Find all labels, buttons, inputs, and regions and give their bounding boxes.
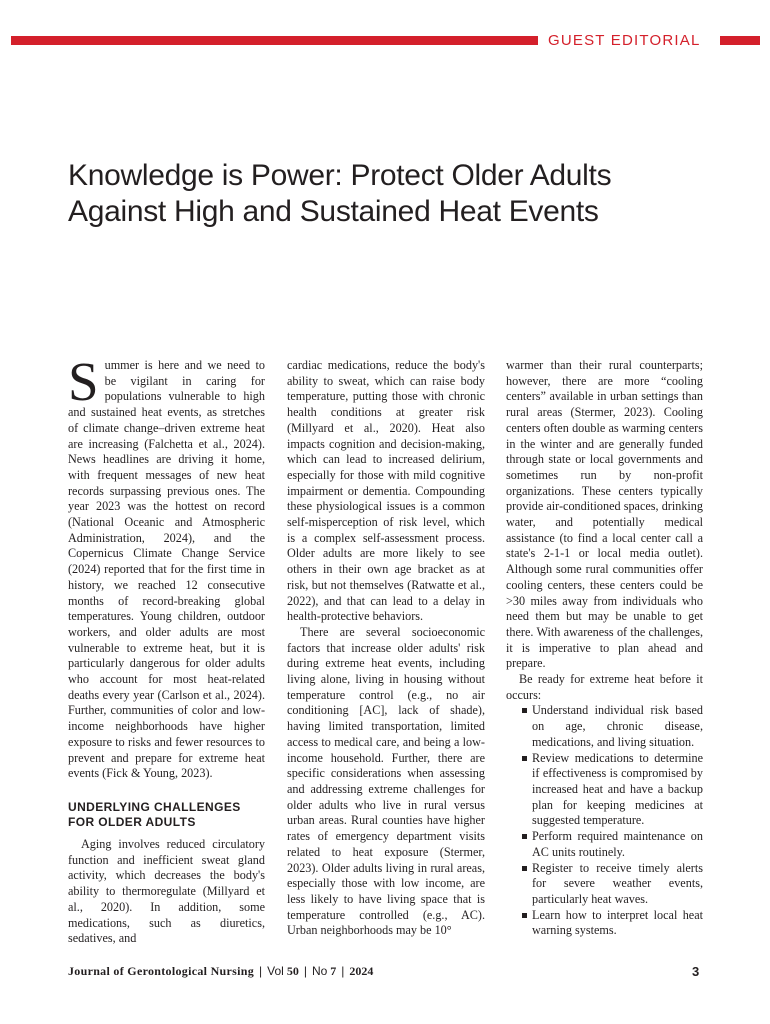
- body-paragraph-continued: cardiac medications, reduce the body's ability to sweat, which can raise body temperature, putting those with chronic health conditions at greater risk (Millyard et al., 2020). Heat also impacts cognition and decision-making, which can lead to increased delirium, especially for those with mild cognitive impairment or dementia. Compounding these physiological issues is a common self-misperception of risk level, which is a complex self-assessment process. Older adults are more likely to see others in their own age bracket as at risk, but not themselves (Ratwatte et al., 2022), and that can lead to a delay in health-protective behaviors.: [287, 358, 485, 624]
- article-column-1: [68, 351, 265, 947]
- list-item: [506, 829, 703, 860]
- bullet-square-icon: [522, 866, 527, 871]
- journal-name: Journal of Gerontological Nursing: [68, 964, 255, 978]
- preparation-list: [506, 703, 703, 939]
- body-paragraph: There are several socioeconomic factors that increase older adults' risk during extreme heat events, including living alone, living in housing without temperature control (e.g., no air conditioning [AC], lack of shade), having limited transportation, limited access to medical care, and being a low-income household. Further, there are specific considerations when assessing and addressing extreme challenges for older adults who live in rural versus urban areas. Rural counties have higher rates of emergency department visits related to heat exposure (Stermer, 2023). Older adults living in rural areas, especially those with low income, are less likely to have living space that is temperature controlled (e.g., AC). Urban neighborhoods may be 10°: [287, 624, 485, 938]
- article-column-2: [287, 358, 485, 939]
- issue-label: No: [311, 964, 328, 978]
- issue-number: 7: [330, 964, 337, 978]
- drop-cap: S: [68, 351, 99, 412]
- volume-number: 50: [286, 964, 299, 978]
- bullet-square-icon: [522, 756, 527, 761]
- list-item-text: Understand individual risk based on age, chronic disease, medications, and living situation.: [532, 703, 703, 749]
- list-item-text: Learn how to interpret local heat warning systems.: [532, 907, 703, 938]
- body-paragraph-continued: warmer than their rural counterparts; however, there are more “cooling centers” available in urban settings than rural areas (Stermer, 2023). Cooling centers often double as warming centers in the winter and are generally funded through state or local governments and sometimes run by non-profit organizations. These centers typically provide air-conditioned spaces, drinking water, and potentially medical assistance (to find a local center call a state's 2-1-1 or local media outlet). Although some rural communities offer cooling centers, these centers could be >30 miles away from individuals who need them but may be unable to get there. With awareness of the challenges, it is imperative to plan ahead and prepare.: [506, 358, 703, 671]
- article-column-3: [506, 358, 703, 939]
- section-heading-line-1: UNDERLYING CHALLENGES: [68, 799, 241, 814]
- header-rule-right: [720, 36, 760, 45]
- bullet-square-icon: [522, 913, 527, 918]
- bullet-square-icon: [522, 708, 527, 713]
- section-heading: [68, 800, 265, 831]
- intro-paragraph: [68, 351, 265, 782]
- page-footer: [68, 964, 373, 979]
- list-item: [506, 751, 703, 830]
- title-line-2: Against High and Sustained Heat Events: [68, 195, 599, 228]
- body-paragraph: Be ready for extreme heat before it occurs:: [506, 672, 703, 702]
- section-heading-line-2: FOR OLDER ADULTS: [68, 815, 196, 830]
- section-label: GUEST EDITORIAL: [548, 32, 701, 49]
- bullet-square-icon: [522, 834, 527, 839]
- list-item: [506, 861, 703, 908]
- header-rule-left: [11, 36, 538, 45]
- footer-separator: |: [341, 964, 345, 978]
- page-number: 3: [692, 964, 700, 979]
- list-item: [506, 908, 703, 939]
- list-item: [506, 703, 703, 750]
- footer-separator: |: [259, 964, 263, 978]
- volume-label: Vol: [267, 964, 284, 978]
- intro-text: ummer is here and we need to be vigilant in caring for populations vulnerable to high and sustained heat events, as stretches of climate change–driven extreme heat are increasing (Falchetta et al., 2024). News headlines are driving it home, with frequent messages of new heat records surpassing previous ones. The year 2023 was the hottest on record (National Oceanic and Atmospheric Administration, 2024), and the Copernicus Climate Change Service (2024) reported that for the first time in history, we reached 12 consecutive months of record-breaking global temperatures. Young children, outdoor workers, and older adults are most vulnerable to extreme heat, but it is particularly dangerous for older adults who account for most heat-related deaths every year (Carlson et al., 2024). Further, communities of color and low-income neighborhoods have higher exposure to risks and fewer resources to prevent and prepare for extreme heat events (Fick & Young, 2023).: [68, 358, 265, 781]
- year: 2024: [349, 964, 374, 978]
- body-paragraph: Aging involves reduced circulatory function and inefficient sweat gland activity, which decreases the body's ability to thermoregulate (Millyard et al., 2020). In addition, some medications, such as diuretics, sedatives, and: [68, 836, 265, 946]
- list-item-text: Review medications to determine if effectiveness is compromised by increased heat and have a backup plan for keeping medicines at suggested temperature.: [532, 750, 703, 828]
- title-line-1: Knowledge is Power: Protect Older Adults: [68, 159, 612, 192]
- footer-separator: |: [303, 964, 307, 978]
- article-title: [68, 158, 718, 230]
- list-item-text: Register to receive timely alerts for severe weather events, particularly heat waves.: [532, 860, 703, 906]
- list-item-text: Perform required maintenance on AC units routinely.: [532, 829, 703, 859]
